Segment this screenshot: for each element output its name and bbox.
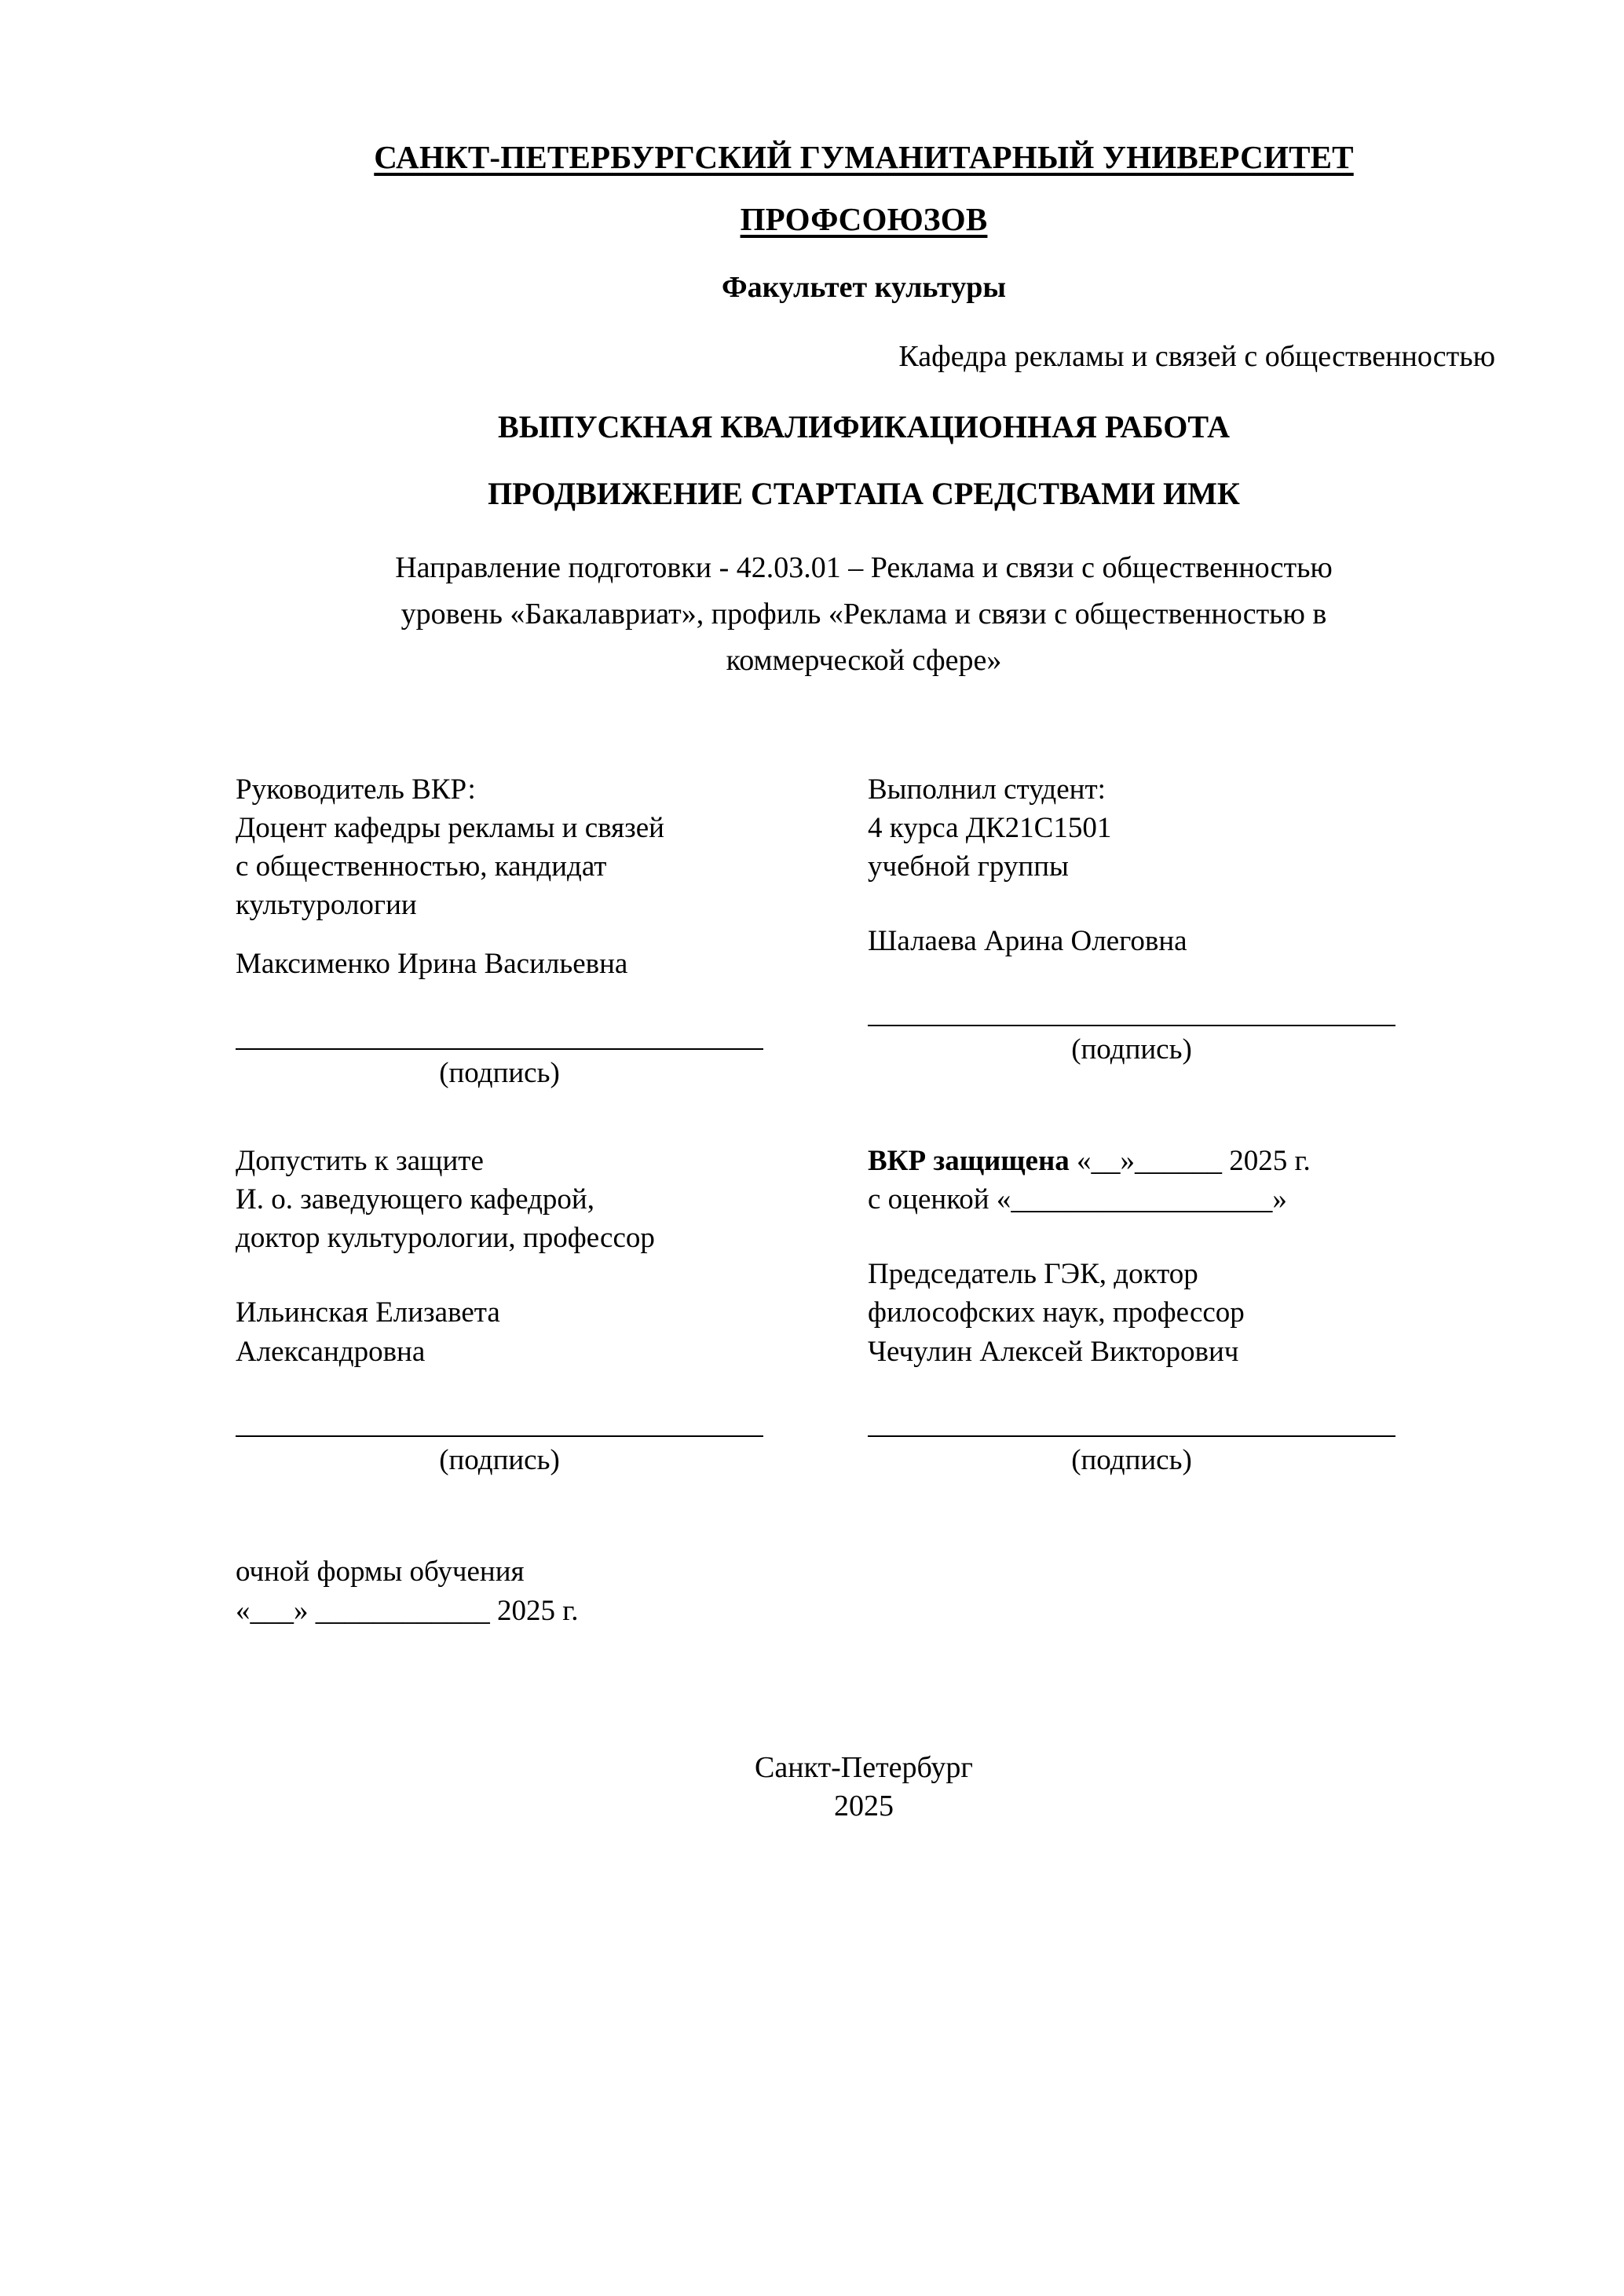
faculty-name: Факультет культуры [721,271,1007,304]
direction-line-2: уровень «Бакалавриат», профиль «Реклама и связи с общественностью в [401,597,1327,631]
city-year-block [228,1749,1500,1826]
student-column [825,770,1453,1090]
university-name-line-2-text: ПРОФСОЮЗОВ [740,201,988,237]
defense-status-label: ВКР защищена [868,1144,1070,1177]
chairman-signature-caption: (подпись) [1071,1443,1192,1476]
defense-column [825,1142,1453,1477]
direction-line-3: коммерческой сфере» [726,643,1002,677]
supervisor-position-line-1: Доцент кафедры рекламы и связей [236,811,664,844]
chairman-signature-line [868,1435,1395,1437]
city-name: Санкт-Петербург [754,1750,974,1784]
defense-grade-line: с оценкой «__________________» [868,1183,1287,1216]
student-signature-line [868,1025,1395,1026]
defense-status-rest: «__»______ 2025 г. [1077,1144,1311,1177]
admission-name-line-2: Александровна [236,1335,426,1368]
student-course-group: 4 курса ДК21С1501 [868,811,1112,844]
direction-block [228,545,1500,684]
signature-area-bottom [228,1142,1500,1477]
admission-column [228,1142,825,1477]
year-value: 2025 [834,1789,894,1823]
university-name-line-1 [228,141,1500,174]
university-name-line-1-text: САНКТ-ПЕТЕРБУРГСКИЙ ГУМАНИТАРНЫЙ УНИВЕРСИТЕТ [374,139,1354,175]
admission-signature-line [236,1435,763,1437]
supervisor-position-line-2: с общественностью, кандидат [236,850,607,883]
department-name: Кафедра рекламы и связей с общественностью [898,340,1495,373]
chairman-position-line-2: философских наук, профессор [868,1296,1245,1329]
supervisor-position-line-3: культурологии [236,889,417,922]
admission-position-line-1: И. о. заведующего кафедрой, [236,1183,594,1216]
defense-status-line [868,1142,1453,1180]
admission-name-line-1: Ильинская Елизавета [236,1296,500,1329]
student-name: Шалаева Арина Олеговна [868,925,1187,958]
chairman-position-line-1: Председатель ГЭК, доктор [868,1258,1198,1291]
direction-line-1: Направление подготовки - 42.03.01 – Реклама и связи с общественностью [395,551,1333,584]
admission-position-line-2: доктор культурологии, профессор [236,1222,655,1255]
date-line: «___» ____________ 2025 г. [236,1594,579,1627]
admission-label: Допустить к защите [236,1144,484,1177]
supervisor-column [228,770,825,1090]
thesis-title: ПРОДВИЖЕНИЕ СТАРТАПА СРЕДСТВАМИ ИМК [488,476,1240,511]
supervisor-signature-caption: (подпись) [439,1056,560,1089]
study-form-line: очной формы обучения [236,1555,525,1588]
supervisor-signature-line [236,1048,763,1050]
chairman-name: Чечулин Алексей Викторович [868,1335,1239,1368]
university-name-line-2 [228,203,1500,236]
title-page-content [228,141,1500,1826]
student-signature-caption: (подпись) [1071,1033,1192,1066]
supervisor-label: Руководитель ВКР: [236,773,476,806]
student-group-label: учебной группы [868,850,1069,883]
supervisor-name: Максименко Ирина Васильевна [236,948,628,981]
signature-area-top [228,770,1500,1090]
study-form-block [228,1552,1500,1631]
admission-signature-caption: (подпись) [439,1443,560,1476]
student-label: Выполнил студент: [868,773,1106,806]
work-type-heading: ВЫПУСКНАЯ КВАЛИФИКАЦИОННАЯ РАБОТА [498,409,1230,444]
